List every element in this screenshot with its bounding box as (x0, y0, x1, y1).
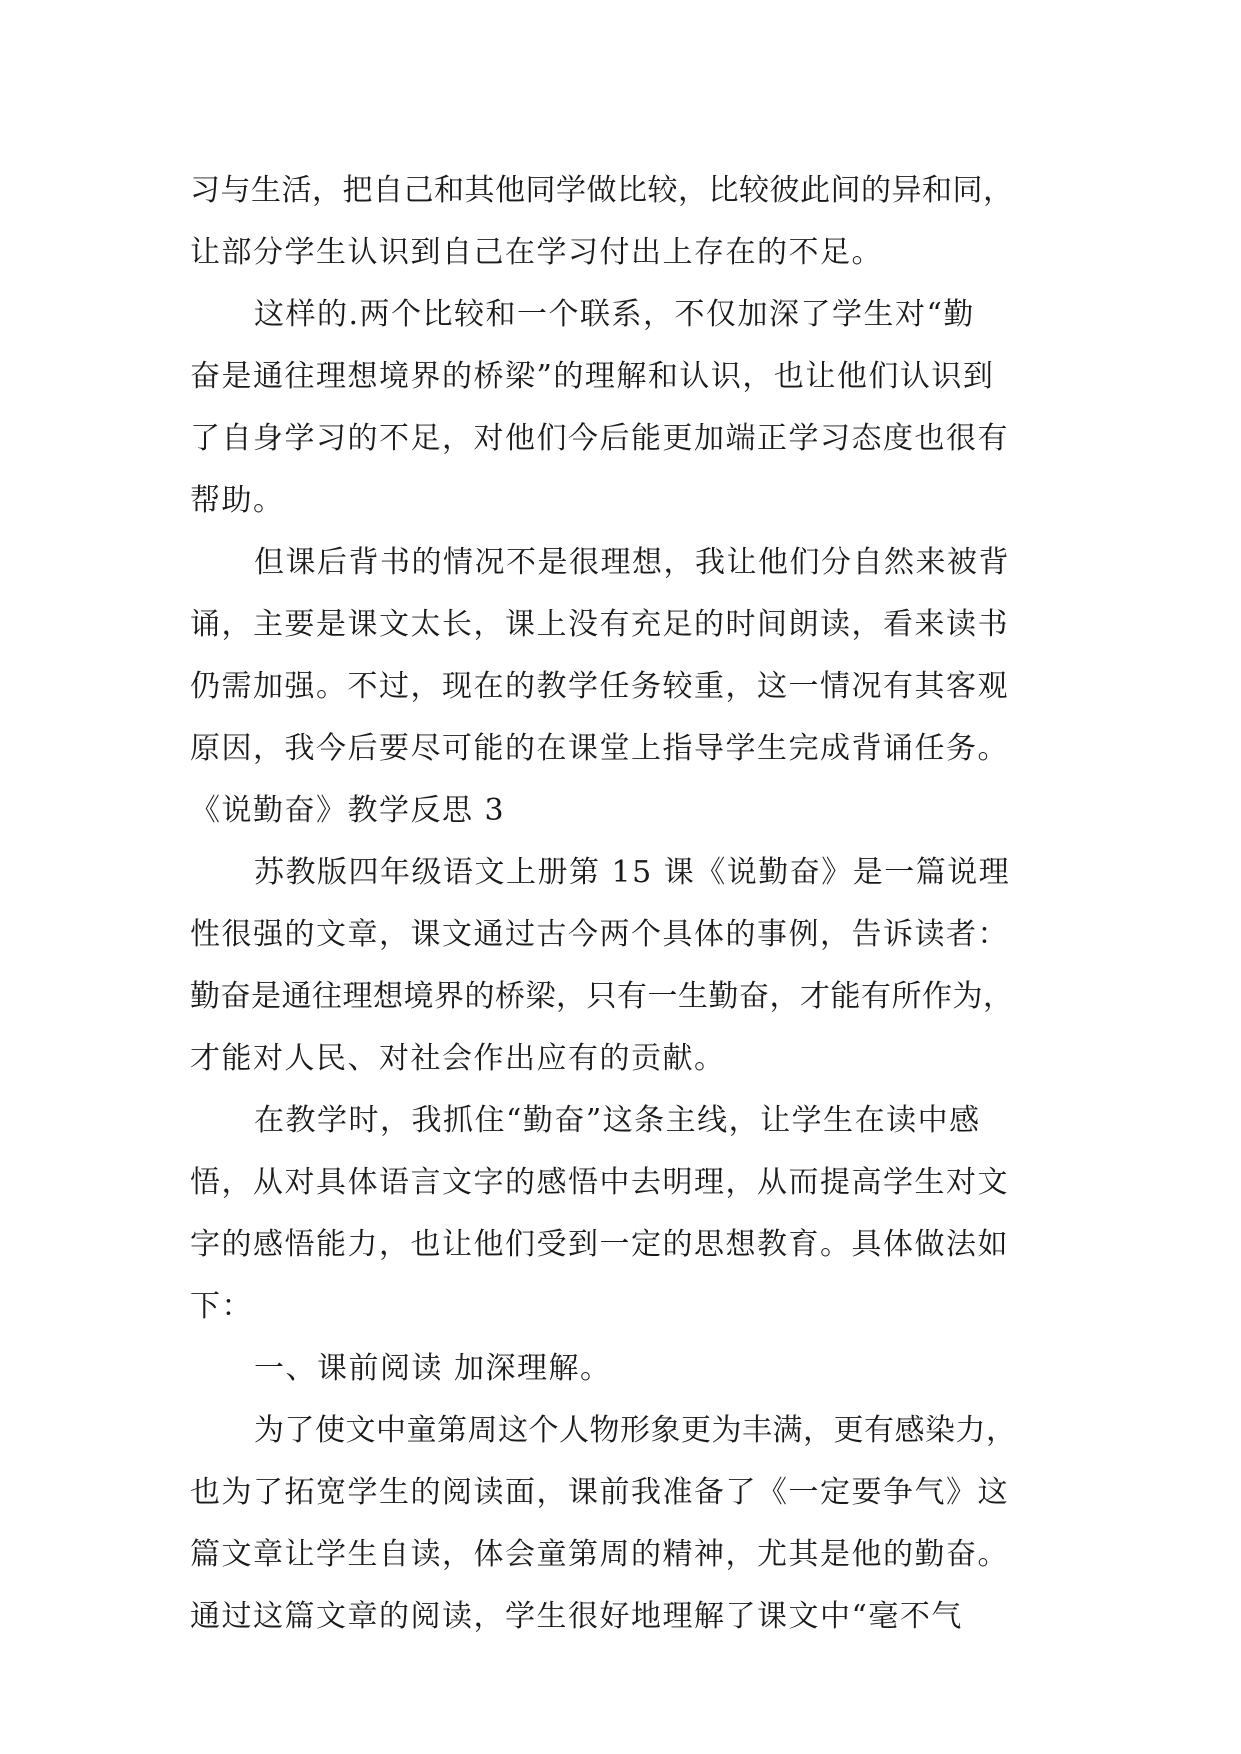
text-line: 下： (190, 1289, 253, 1324)
text-line: 奋是通往理想境界的桥梁”的理解和认识，也让他们认识到 (190, 359, 995, 394)
text-line: 才能对人民、对社会作出应有的贡献。 (190, 1041, 726, 1076)
paragraph-start-line: 但课后背书的情况不是很理想，我让他们分自然来被背 (254, 545, 1010, 580)
paragraph-start-line: 苏教版四年级语文上册第 15 课《说勤奋》是一篇说理 (254, 855, 1011, 890)
text-line: 性很强的文章，课文通过古今两个具体的事例，告诉读者： (190, 917, 1009, 952)
paragraph-start-line: 在教学时，我抓住“勤奋”这条主线，让学生在读中感 (254, 1103, 981, 1138)
text-line: 悟，从对具体语言文字的感悟中去明理，从而提高学生对文 (190, 1165, 1009, 1200)
text-line: 让部分学生认识到自己在学习付出上存在的不足。 (190, 235, 883, 270)
subheading-line: 一、课前阅读 加深理解。 (254, 1351, 612, 1386)
paragraph-start-line: 这样的.两个比较和一个联系，不仅加深了学生对“勤 (254, 297, 975, 332)
body-text (190, 160, 1070, 1648)
text-line: 也为了拓宽学生的阅读面，课前我准备了《一定要争气》这 (190, 1475, 1009, 1510)
text-line: 了自身学习的不足，对他们今后能更加端正学习态度也很有 (190, 421, 1009, 456)
paragraph-start-line: 为了使文中童第周这个人物形象更为丰满，更有感染力， (254, 1413, 1017, 1448)
text-line: 帮助。 (190, 483, 285, 518)
text-line: 仍需加强。不过，现在的教学任务较重，这一情况有其客观 (190, 669, 1009, 704)
text-line: 通过这篇文章的阅读，学生很好地理解了课文中“毫不气 (190, 1599, 963, 1634)
text-line: 字的感悟能力，也让他们受到一定的思想教育。具体做法如 (190, 1227, 1009, 1262)
text-line: 诵，主要是课文太长，课上没有充足的时间朗读，看来读书 (190, 607, 1009, 642)
section-heading: 《说勤奋》教学反思 3 (190, 793, 506, 828)
text-line: 习与生活，把自己和其他同学做比较，比较彼此间的异和同， (190, 173, 1014, 208)
text-line: 原因，我今后要尽可能的在课堂上指导学生完成背诵任务。 (190, 731, 1009, 766)
text-line: 勤奋是通往理想境界的桥梁，只有一生勤奋，才能有所作为， (190, 979, 1014, 1014)
text-line: 篇文章让学生自读，体会童第周的精神，尤其是他的勤奋。 (190, 1537, 1009, 1572)
